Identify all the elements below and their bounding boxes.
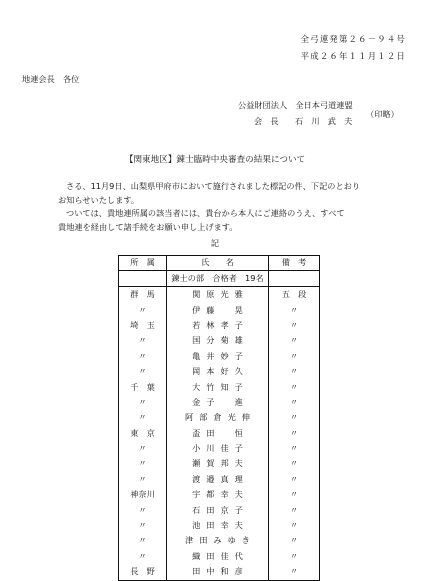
remarks-cell: 〃 bbox=[269, 441, 320, 456]
table-row bbox=[119, 334, 320, 349]
header-remarks: 備 考 bbox=[269, 256, 320, 271]
affiliation-cell: 〃 bbox=[119, 457, 167, 472]
remarks-cell: 〃 bbox=[269, 518, 320, 533]
name-cell: 関原光雅 bbox=[167, 287, 269, 303]
table-row bbox=[119, 303, 320, 318]
affiliation-cell: 〃 bbox=[119, 549, 167, 564]
table-row bbox=[119, 287, 320, 303]
remarks-cell: 五 段 bbox=[269, 287, 320, 303]
affiliation-cell: 〃 bbox=[119, 503, 167, 518]
header-name: 氏 名 bbox=[167, 256, 269, 271]
name-cell: 若林孝子 bbox=[167, 318, 269, 333]
affiliation-cell: 〃 bbox=[119, 441, 167, 456]
document-date: 平成２６年１１月１２日 bbox=[300, 51, 406, 61]
group-label-row bbox=[119, 271, 320, 287]
group-label: 錬士の部 合格者 19名 bbox=[167, 271, 269, 287]
remarks-cell: 〃 bbox=[269, 318, 320, 333]
sender-signer: 会 長 石 川 武 夫 bbox=[254, 116, 353, 126]
table-header-row bbox=[119, 256, 320, 271]
table-row bbox=[119, 534, 320, 549]
name-cell: 石田京子 bbox=[167, 503, 269, 518]
body-paragraph-2-line-1: ついては、貴地連所属の該当者には、貴台から本人にご連絡のうえ、すべて bbox=[66, 208, 345, 218]
table-row bbox=[119, 457, 320, 472]
affiliation-cell: 〃 bbox=[119, 334, 167, 349]
remarks-cell: 〃 bbox=[269, 364, 320, 379]
affiliation-cell: 長 野 bbox=[119, 564, 167, 580]
remarks-cell: 〃 bbox=[269, 472, 320, 487]
remarks-cell: 〃 bbox=[269, 549, 320, 564]
body-paragraph-1-line-2: お知らせいたします。 bbox=[58, 195, 139, 205]
table-row bbox=[119, 380, 320, 395]
table-row bbox=[119, 564, 320, 580]
name-cell: 宇都幸夫 bbox=[167, 487, 269, 502]
name-cell: 瀬賀邦夫 bbox=[167, 457, 269, 472]
name-cell: 津田みゆき bbox=[167, 534, 269, 549]
name-cell: 盃田 恒 bbox=[167, 426, 269, 441]
table-row bbox=[119, 441, 320, 456]
table-row bbox=[119, 364, 320, 379]
body-paragraph-2-line-2: 貴地連を経由して諸手続をお願い申し上げます。 bbox=[58, 222, 238, 232]
table-row bbox=[119, 549, 320, 564]
table-row bbox=[119, 487, 320, 502]
header-affiliation: 所 属 bbox=[119, 256, 167, 271]
name-cell: 渡邉真理 bbox=[167, 472, 269, 487]
affiliation-cell: 〃 bbox=[119, 411, 167, 426]
remarks-cell: 〃 bbox=[269, 564, 320, 580]
name-cell: 金子 進 bbox=[167, 395, 269, 410]
addressee: 地連会長 各位 bbox=[22, 74, 80, 84]
table-row bbox=[119, 472, 320, 487]
seal-omitted-note: （印略） bbox=[366, 109, 399, 119]
remarks-cell: 〃 bbox=[269, 487, 320, 502]
remarks-cell: 〃 bbox=[269, 334, 320, 349]
name-cell: 大竹知子 bbox=[167, 380, 269, 395]
affiliation-cell: 群 馬 bbox=[119, 287, 167, 303]
remarks-cell: 〃 bbox=[269, 411, 320, 426]
table-row bbox=[119, 349, 320, 364]
affiliation-cell: 〃 bbox=[119, 349, 167, 364]
affiliation-cell: 千 葉 bbox=[119, 380, 167, 395]
name-cell: 池田幸夫 bbox=[167, 518, 269, 533]
remarks-cell: 〃 bbox=[269, 349, 320, 364]
name-cell: 阿部倉光伸 bbox=[167, 411, 269, 426]
name-cell: 田中和彦 bbox=[167, 564, 269, 580]
remarks-cell: 〃 bbox=[269, 457, 320, 472]
remarks-cell: 〃 bbox=[269, 503, 320, 518]
remarks-cell: 〃 bbox=[269, 426, 320, 441]
remarks-cell: 〃 bbox=[269, 395, 320, 410]
name-cell: 伊藤 晃 bbox=[167, 303, 269, 318]
results-table bbox=[118, 255, 320, 581]
affiliation-cell: 〃 bbox=[119, 395, 167, 410]
table-row bbox=[119, 426, 320, 441]
affiliation-cell: 東 京 bbox=[119, 426, 167, 441]
name-cell: 岡本好久 bbox=[167, 364, 269, 379]
affiliation-cell: 埼 玉 bbox=[119, 318, 167, 333]
remarks-cell: 〃 bbox=[269, 380, 320, 395]
table-row bbox=[119, 395, 320, 410]
remarks-cell: 〃 bbox=[269, 534, 320, 549]
table-row bbox=[119, 518, 320, 533]
document-reference-number: 全弓連発第２６－９４号 bbox=[300, 34, 406, 44]
affiliation-cell: 神奈川 bbox=[119, 487, 167, 502]
group-label-pref-cell bbox=[119, 271, 167, 287]
document-title: 【関東地区】錬士臨時中央審査の結果について bbox=[124, 155, 306, 165]
affiliation-cell: 〃 bbox=[119, 472, 167, 487]
ki-heading: 記 bbox=[210, 238, 220, 248]
affiliation-cell: 〃 bbox=[119, 534, 167, 549]
table-row bbox=[119, 411, 320, 426]
name-cell: 小川佳子 bbox=[167, 441, 269, 456]
sender-organization: 公益財団法人 全日本弓道連盟 bbox=[238, 100, 353, 110]
group-label-note-cell bbox=[269, 271, 320, 287]
table-row bbox=[119, 318, 320, 333]
body-paragraph-1-line-1: さる、11月9日、山梨県甲府市において施行されました標記の件、下記のとおり bbox=[66, 181, 361, 191]
name-cell: 国分菊雄 bbox=[167, 334, 269, 349]
name-cell: 織田佳代 bbox=[167, 549, 269, 564]
affiliation-cell: 〃 bbox=[119, 364, 167, 379]
affiliation-cell: 〃 bbox=[119, 518, 167, 533]
affiliation-cell: 〃 bbox=[119, 303, 167, 318]
remarks-cell: 〃 bbox=[269, 303, 320, 318]
name-cell: 亀井妙子 bbox=[167, 349, 269, 364]
table-row bbox=[119, 503, 320, 518]
